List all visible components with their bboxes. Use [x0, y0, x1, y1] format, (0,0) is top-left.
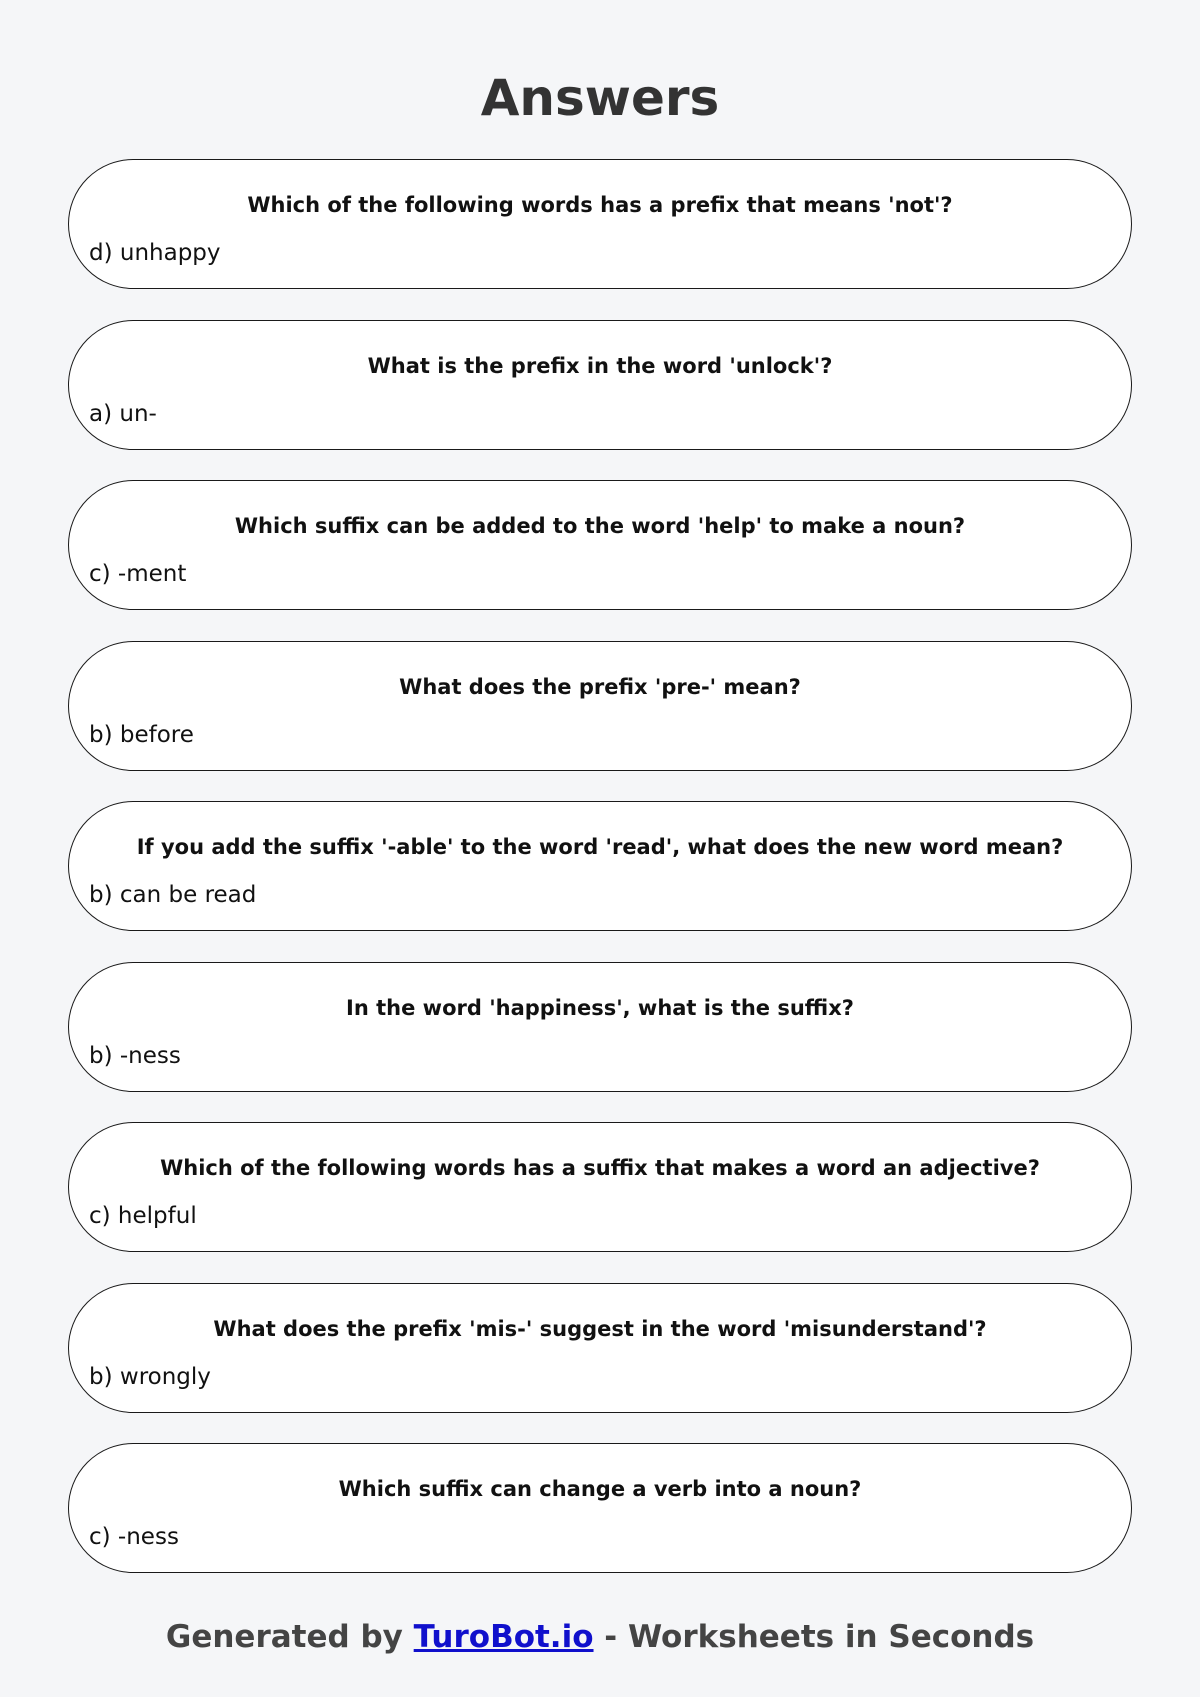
answer-card-9	[68, 1443, 1132, 1573]
question-text: Which of the following words has a suffix that makes a word an adjective?	[160, 1156, 1040, 1180]
answer-card-3	[68, 480, 1132, 610]
answer-text: b) can be read	[89, 882, 257, 908]
answer-text: c) -ment	[89, 561, 187, 587]
question-text: What does the prefix 'pre-' mean?	[399, 674, 801, 699]
question-text: Which of the following words has a prefix that means 'not'?	[247, 193, 953, 217]
footer-prefix: Generated by	[165, 1619, 414, 1655]
question-text: If you add the suffix '-able' to the word 'read', what does the new word mean?	[136, 835, 1064, 859]
footer-suffix: - Worksheets in Seconds	[593, 1619, 1035, 1655]
answer-text: b) wrongly	[89, 1363, 211, 1390]
page-title: Answers	[480, 69, 720, 127]
answer-text: c) helpful	[89, 1203, 197, 1229]
question-text: In the word 'happiness', what is the suffix?	[346, 995, 854, 1020]
answer-text: d) unhappy	[89, 240, 221, 266]
question-text: What is the prefix in the word 'unlock'?	[367, 353, 833, 378]
question-text: What does the prefix 'mis-' suggest in the word 'misunderstand'?	[213, 1316, 987, 1341]
answer-text: a) un-	[89, 400, 157, 427]
answer-card-1	[68, 159, 1132, 289]
answer-card-8	[68, 1283, 1132, 1413]
answer-card-5	[68, 801, 1132, 931]
answer-text: c) -ness	[89, 1524, 179, 1550]
question-text: Which suffix can change a verb into a noun?	[338, 1477, 862, 1501]
answer-card-2	[68, 320, 1132, 450]
turobot-link[interactable]: TuroBot.io	[413, 1619, 594, 1655]
footer	[0, 1617, 1200, 1657]
answer-card-7	[68, 1122, 1132, 1252]
answer-card-6	[68, 962, 1132, 1092]
question-text: Which suffix can be added to the word 'help' to make a noun?	[234, 514, 966, 538]
answer-list	[68, 159, 1132, 1604]
answer-text: b) -ness	[89, 1042, 181, 1069]
answer-card-4	[68, 641, 1132, 771]
answer-text: b) before	[89, 721, 194, 748]
